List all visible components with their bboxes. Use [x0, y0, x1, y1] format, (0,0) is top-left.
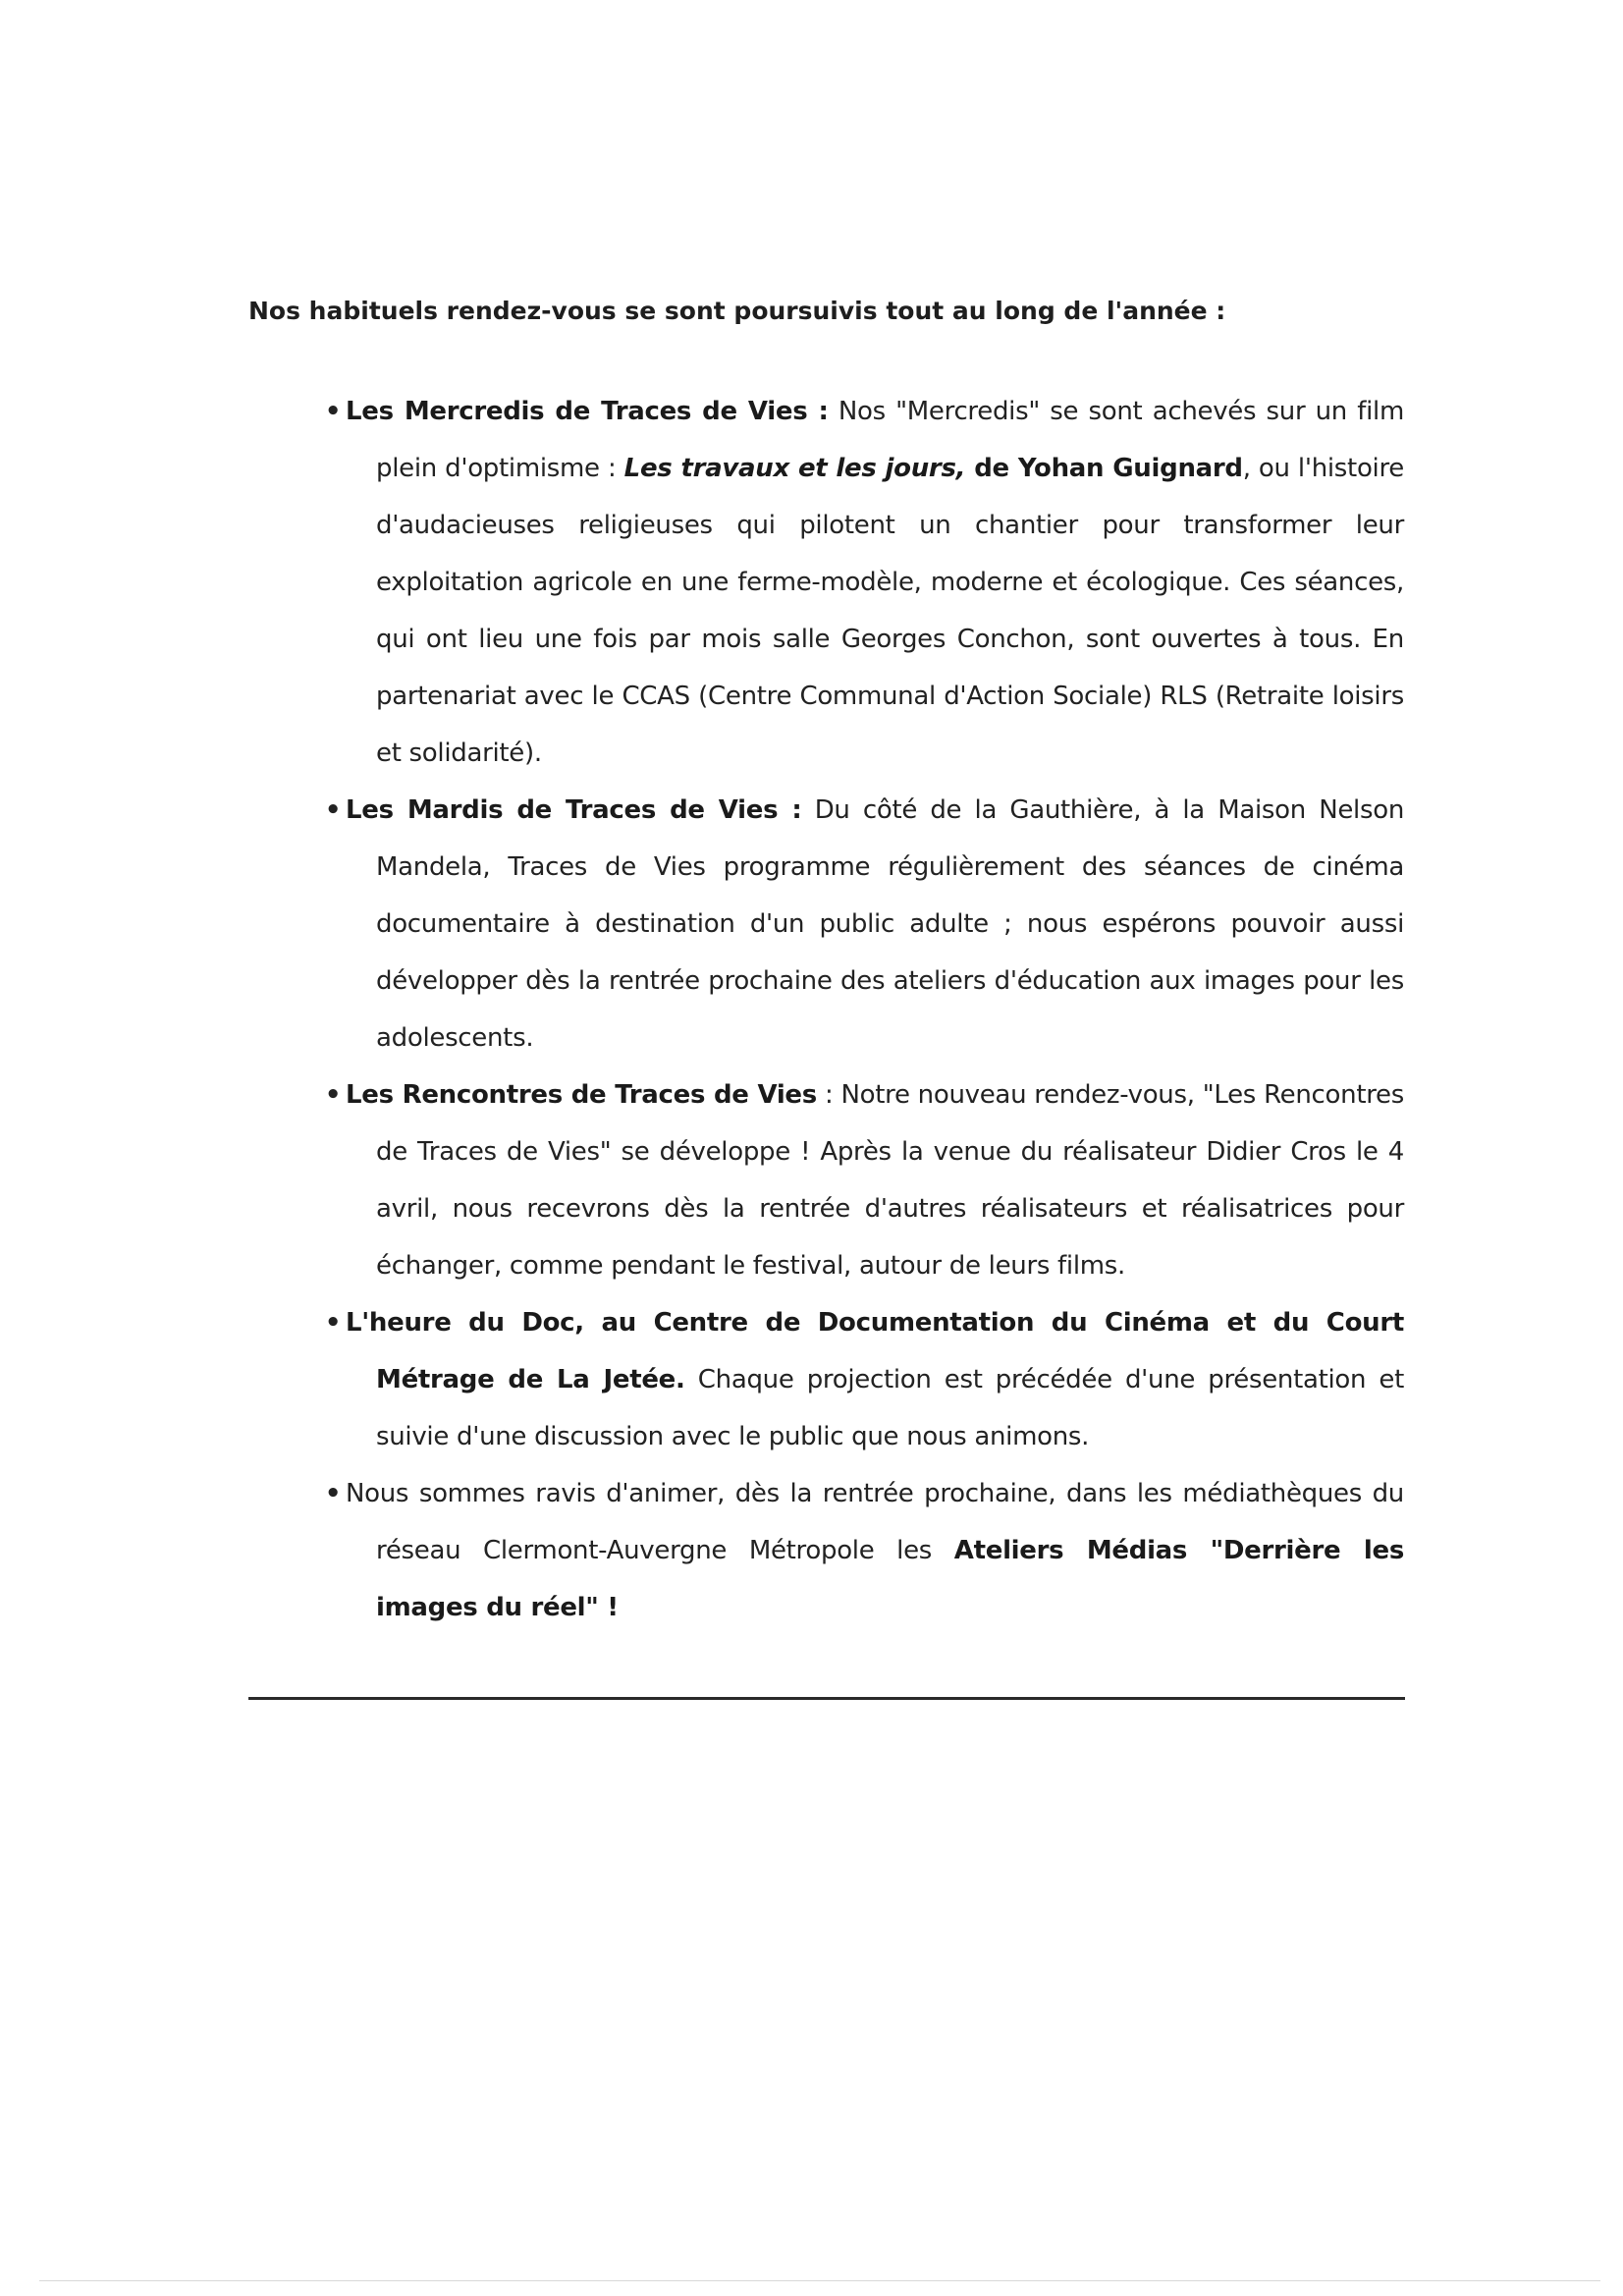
item-title: Les Mardis de Traces de Vies : — [346, 795, 802, 825]
list-item-mardis — [322, 782, 1404, 1066]
bullet-icon: • — [324, 1080, 342, 1110]
bullet-icon: • — [324, 795, 342, 825]
page-edge-line — [39, 2280, 1600, 2281]
item-text: Nos "Mercredis" se sont achevés sur un film plein d'optimisme : — [376, 397, 1404, 483]
list-item-mercredis — [322, 383, 1404, 782]
section-heading: Nos habituels rendez-vous se sont poursuivis tout au long de l'année : — [248, 297, 1226, 325]
horizontal-rule — [248, 1697, 1405, 1700]
film-director: de Yohan Guignard — [965, 454, 1243, 483]
item-text: : Notre nouveau rendez-vous, "Les Rencontres de Traces de Vies" se développe ! Après la venue du réalisateur Didier Cros le 4 avril, nous recevrons dès la rentrée d'autres réalisateurs et réalisatrices pour échanger, comme pendant le festival, autour de leurs films. — [376, 1080, 1404, 1281]
list-item-heure-du-doc — [322, 1294, 1404, 1465]
item-title: L'heure du Doc, au Centre de Documentation du Cinéma et du Court Métrage de La Jetée. — [346, 1308, 1404, 1394]
item-text: , ou l'histoire d'audacieuses religieuses qui pilotent un chantier pour transformer leur exploitation agricole en une ferme-modèle, moderne et écologique. Ces séances, qui ont lieu une fois par mois salle Georges Conchon, sont ouvertes à tous. En partenariat avec le CCAS (Centre Communal d'Action Sociale) RLS (Retraite loisirs et solidarité). — [376, 454, 1404, 768]
bullet-icon: • — [324, 1308, 342, 1338]
item-title: Les Mercredis de Traces de Vies : — [346, 397, 829, 426]
bullet-icon: • — [324, 1479, 342, 1508]
item-text: Du côté de la Gauthière, à la Maison Nelson Mandela, Traces de Vies programme régulièrement des séances de cinéma documentaire à destination d'un public adulte ; nous espérons pouvoir aussi développer dès la rentrée prochaine des ateliers d'éducation aux images pour les adolescents. — [376, 795, 1404, 1053]
bullet-icon: • — [324, 397, 342, 426]
item-title: Les Rencontres de Traces de Vies — [346, 1080, 817, 1110]
item-text: Nous sommes ravis d'animer, dès la rentrée prochaine, dans les médiathèques du réseau Clermont-Auvergne Métropole les — [346, 1479, 1404, 1565]
item-bold-text: Ateliers Médias "Derrière les images du réel" ! — [376, 1536, 1404, 1622]
film-title: Les travaux et les jours, — [623, 454, 966, 483]
item-text: Chaque projection est précédée d'une présentation et suivie d'une discussion avec le public que nous animons. — [376, 1365, 1404, 1451]
list-item-rencontres — [322, 1066, 1404, 1294]
list-item-ateliers — [322, 1465, 1404, 1636]
events-list — [322, 383, 1404, 1636]
